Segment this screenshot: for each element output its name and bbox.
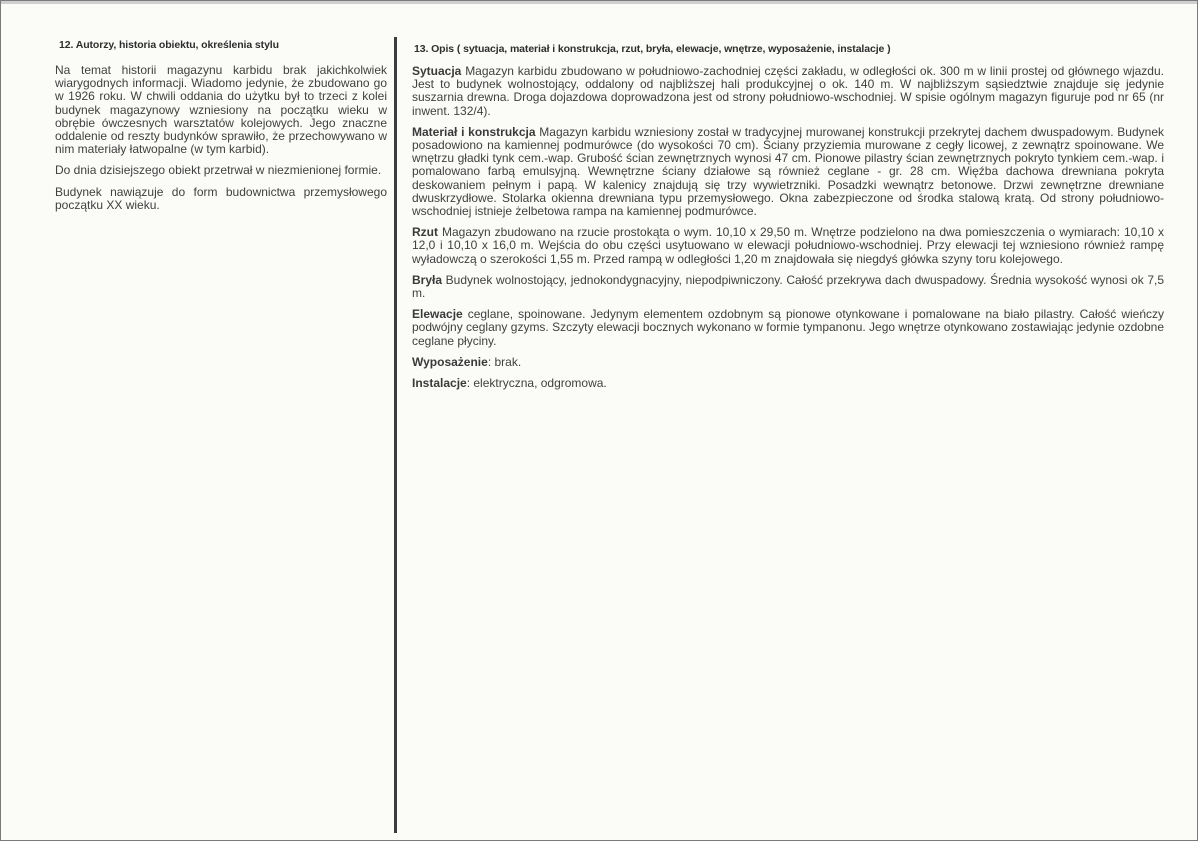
description-wyposazenie — [412, 356, 1164, 369]
style-paragraph: Budynek nawiązuje do form budownictwa przemysłowego początku XX wieku. — [55, 184, 387, 212]
section-12-heading: 12. Autorzy, historia obiektu, określenia stylu — [59, 39, 279, 51]
description-text: Magazyn zbudowano na rzucie prostokąta o wym. 10,10 x 29,50 m. Wnętrze podzielono na dwa pomieszczenia o wymiarach: 10,10 x 12,0 i 10,10 x 16,0 m. Wejścia do obu części usytuowano w elewacji południowo-wschodniej. Przy elewacji tej wzniesiono również rampę wyładowczą o szerokości 1,55 m. Przed rampą w odległości 1,20 m znajdowała się niegdyś główka szyny toru kolejowego. — [412, 225, 1164, 266]
description-text: Budynek wolnostojący, jednokondygnacyjny, niepodpiwniczony. Całość przekrywa dach dwuspadowy. Średnia wysokość wynosi ok 7,5 m. — [412, 272, 1164, 301]
column-divider — [394, 37, 397, 833]
left-column — [55, 39, 387, 220]
description-text: Magazyn karbidu zbudowano w południowo-zachodniej części zakładu, w odległości ok. 300 m w linii prostej od głównego wjazdu. Jest to budynek wolnostojący, oddalony od najbliższej hali produkcyjnej o ok. 140 m. W najbliższym sąsiedztwie znajduje się jedynie suszarnia drewna. Droga dojazdowa doprowadzona jest od strony południowo-wschodniej. W spisie ogólnym magazyn figuruje pod nr 65 (nr inwent. 132/4). — [412, 64, 1164, 118]
description-label: Instalacje — [412, 376, 467, 391]
description-rzut — [412, 226, 1164, 266]
description-label: Wyposażenie — [412, 354, 488, 369]
description-label: Rzut — [412, 225, 438, 240]
description-bryla — [412, 274, 1164, 300]
description-material-konstrukcja — [412, 126, 1164, 218]
description-label: Bryła — [412, 272, 443, 287]
history-paragraph: Na temat historii magazynu karbidu brak jakichkolwiek wiarygodnych informacji. Wiadomo jedynie, że zbudowano go w 1926 roku. W chwili oddania do użytku był to trzeci z kolei budynek magazynowy wzniesiony na początku wieku w obrębie ówczesnych warsztatów kolejowych. Jego znaczne oddalenie od reszty budynków sprawiło, że przechowywano w nim materiały łatwopalne (w tym karbid). — [55, 63, 387, 157]
description-label: Elewacje — [412, 307, 463, 322]
description-elewacje — [412, 308, 1164, 348]
description-label: Sytuacja — [412, 64, 462, 78]
description-text: Magazyn karbidu wzniesiony został w tradycyjnej murowanej konstrukcji przekrytej dachem dwuspadowym. Budynek posadowiono na kamiennej podmurówce (do wysokości 70 cm). Ściany przyziemia murowane z cegły licowej, z zewnątrz spoinowane. We wnętrzu gładki tynk cem.-wap. Grubość ścian zewnętrznych wynosi 47 cm. Pionowe pilastry ścian zewnętrznych pokryto tynkiem cem.-wap. i pomalowano farbą emulsyjną. Wewnętrzne ściany działowe są również ceglane - gr. 28 cm. Więźba dachowa drewniana pokryta deskowaniem pełnym i papą. W kalenicy znajdują się trzy wywietrzniki. Posadzki wewnątrz betonowe. Drzwi zewnętrzne drewniane dwuskrzydłowe. Stolarka okienna drewniana typu przemysłowego. Okna zabezpieczone od środka stalową kratą. Od strony południowo-wschodniej istnieje żelbetowa rampa na kamiennej podmurówce. — [412, 124, 1165, 219]
description-sytuacja — [412, 65, 1164, 118]
preservation-paragraph: Do dnia dzisiejszego obiekt przetrwał w niezmienionej formie. — [55, 163, 382, 178]
description-instalacje — [412, 377, 1164, 390]
section-13-heading: 13. Opis ( sytuacja, materiał i konstrukcja, rzut, bryła, elewacje, wnętrze, wyposażenie, instalacje ) — [414, 43, 891, 55]
description-text: : brak. — [487, 354, 522, 369]
description-label: Materiał i konstrukcja — [412, 124, 536, 139]
description-text: : elektryczna, odgromowa. — [466, 376, 607, 391]
description-text: ceglane, spoinowane. Jedynym elementem ozdobnym są pionowe otynkowane i pomalowane na biało pilastry. Całość wieńczy podwójny ceglany gzyms. Szczyty elewacji bocznych wykonano w formie tympanonu. Jego wnętrze otynkowano zostawiając jedynie ozdobne ceglane płyciny. — [412, 307, 1164, 348]
right-column — [412, 43, 1164, 398]
page-top-border — [1, 1, 1197, 4]
